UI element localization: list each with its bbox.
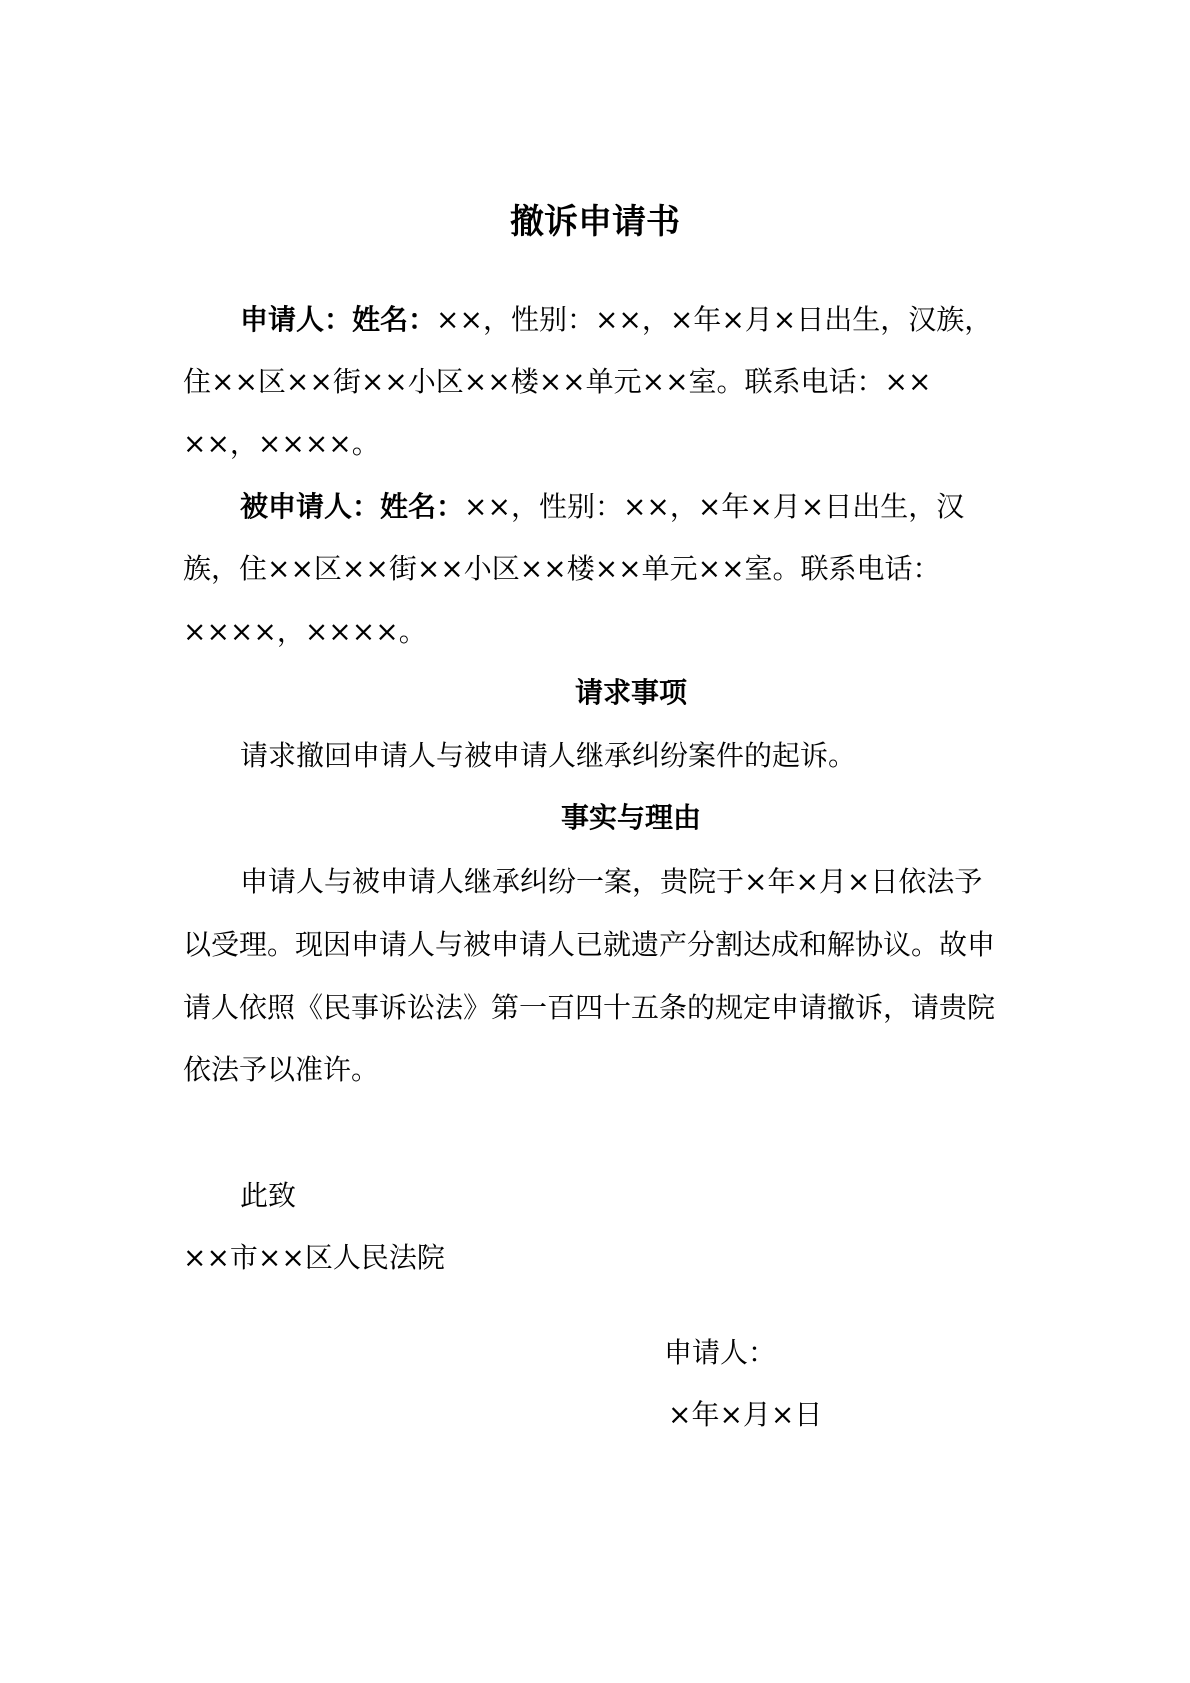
applicant-info-1: ××，性别：××，×年×月×日出生，汉族， [436,303,993,336]
facts-heading: 事实与理由 [560,801,701,834]
facts-line-1: 申请人与被申请人继承纠纷一案，贵院于×年×月×日依法予 [240,865,983,898]
respondent-line-3: ××××，××××。 [183,615,427,648]
facts-line-3: 请人依照《民事诉讼法》第一百四十五条的规定申请撤诉，请贵院 [183,991,996,1024]
salutation: 此致 [240,1179,297,1212]
signature-date: ×年×月×日 [668,1398,823,1431]
respondent-info-1: ××，性别：××，×年×月×日出生，汉 [464,490,965,523]
document-title: 撤诉申请书 [510,202,680,242]
respondent-line-2: 族，住××区××街××小区××楼××单元××室。联系电话： [183,552,941,585]
respondent-line-1 [240,489,964,525]
signature-label: 申请人： [664,1336,777,1369]
applicant-line-3: ××，××××。 [183,427,380,460]
request-heading: 请求事项 [574,676,687,709]
facts-line-4: 依法予以准许。 [183,1053,380,1086]
applicant-label: 申请人：姓名： [240,303,437,336]
applicant-line-2: 住××区××街××小区××楼××单元××室。联系电话：×× [183,365,932,398]
applicant-line-1 [240,302,992,338]
request-text: 请求撤回申请人与被申请人继承纠纷案件的起诉。 [240,739,857,772]
respondent-label: 被申请人：姓名： [240,490,465,523]
facts-line-2: 以受理。现因申请人与被申请人已就遗产分割达成和解协议。故申 [183,928,996,961]
court-name: ××市××区人民法院 [183,1241,445,1274]
